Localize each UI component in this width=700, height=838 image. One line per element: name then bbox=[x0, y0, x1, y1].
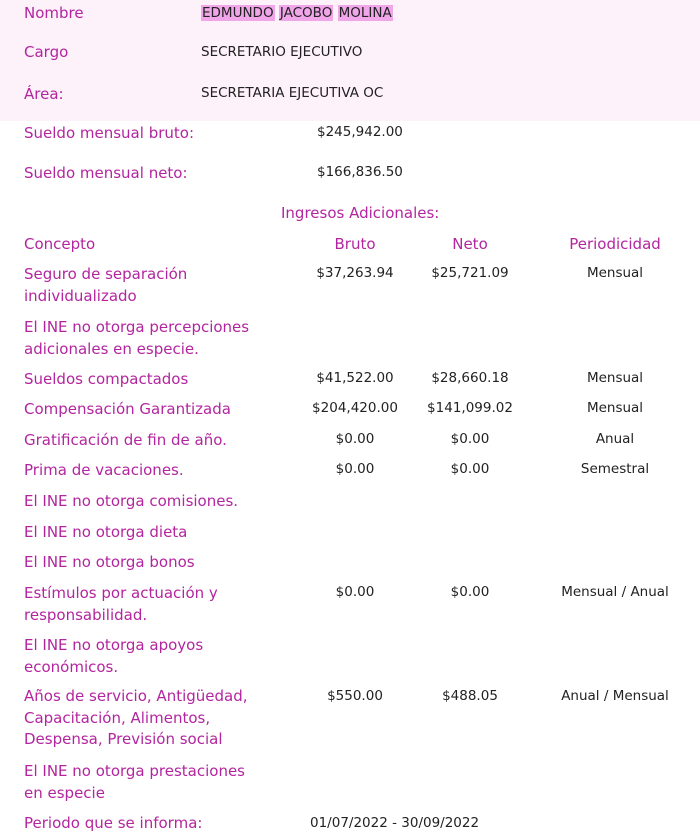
header-concepto: Concepto bbox=[24, 235, 96, 253]
row-neto: $0.00 bbox=[450, 431, 490, 447]
row-neto: $0.00 bbox=[450, 584, 490, 600]
nombre-part: JACOBO bbox=[279, 5, 333, 21]
row-bruto: $0.00 bbox=[335, 461, 375, 477]
row-periodicidad: Semestral bbox=[580, 461, 650, 477]
sueldo-bruto-label: Sueldo mensual bruto: bbox=[24, 124, 194, 142]
row-bruto: $550.00 bbox=[327, 688, 383, 704]
header-bruto: Bruto bbox=[334, 235, 376, 253]
row-concepto: El INE no otorga percepciones adicionales en especie. bbox=[24, 318, 250, 358]
row-concepto: El INE no otorga bonos bbox=[24, 553, 195, 571]
row-bruto: $0.00 bbox=[335, 431, 375, 447]
sueldo-bruto-value: $245,942.00 bbox=[317, 124, 403, 140]
row-neto: $141,099.02 bbox=[427, 400, 513, 416]
ingresos-adicionales-title: Ingresos Adicionales: bbox=[281, 204, 440, 222]
row-bruto: $37,263.94 bbox=[316, 265, 394, 281]
nombre-value bbox=[201, 3, 393, 23]
sueldo-neto-value: $166,836.50 bbox=[317, 164, 403, 180]
row-concepto: El INE no otorga prestaciones en especie bbox=[24, 762, 245, 802]
row-neto: $28,660.18 bbox=[431, 370, 509, 386]
row-concepto: Compensación Garantizada bbox=[24, 400, 231, 418]
header-periodicidad: Periodicidad bbox=[569, 235, 661, 253]
row-concepto: Seguro de separación individualizado bbox=[24, 265, 188, 305]
nombre-part: MOLINA bbox=[338, 5, 392, 21]
row-neto: $25,721.09 bbox=[431, 265, 509, 281]
row-periodicidad: Mensual bbox=[586, 265, 644, 281]
row-bruto: $41,522.00 bbox=[316, 370, 394, 386]
periodo-value: 01/07/2022 - 30/09/2022 bbox=[310, 815, 480, 831]
periodo-label: Periodo que se informa: bbox=[24, 814, 203, 832]
sueldo-neto-label: Sueldo mensual neto: bbox=[24, 164, 188, 182]
row-periodicidad: Anual / Mensual bbox=[561, 688, 669, 704]
row-concepto: Prima de vacaciones. bbox=[24, 461, 184, 479]
area-value: SECRETARIA EJECUTIVA OC bbox=[201, 85, 384, 101]
cargo-value: SECRETARIO EJECUTIVO bbox=[201, 44, 363, 60]
row-concepto: Sueldos compactados bbox=[24, 370, 189, 388]
row-neto: $0.00 bbox=[450, 461, 490, 477]
row-concepto: El INE no otorga dieta bbox=[24, 523, 188, 541]
row-concepto: Gratificación de fin de año. bbox=[24, 431, 227, 449]
row-concepto: El INE no otorga apoyos económicos. bbox=[24, 636, 204, 676]
nombre-part: EDMUNDO bbox=[202, 5, 274, 21]
row-bruto: $0.00 bbox=[335, 584, 375, 600]
row-concepto: Años de servicio, Antigüedad, Capacitación, Alimentos, Despensa, Previsión social bbox=[24, 687, 248, 748]
row-periodicidad: Mensual / Anual bbox=[561, 584, 669, 600]
row-periodicidad: Anual bbox=[595, 431, 635, 447]
row-concepto: Estímulos por actuación y responsabilidad. bbox=[24, 584, 218, 624]
row-concepto: El INE no otorga comisiones. bbox=[24, 492, 239, 510]
nombre-label: Nombre bbox=[24, 4, 84, 22]
area-label: Área: bbox=[24, 85, 64, 103]
cargo-label: Cargo bbox=[24, 43, 69, 61]
row-neto: $488.05 bbox=[442, 688, 498, 704]
row-bruto: $204,420.00 bbox=[312, 400, 398, 416]
row-periodicidad: Mensual bbox=[586, 400, 644, 416]
header-neto: Neto bbox=[452, 235, 488, 253]
row-periodicidad: Mensual bbox=[586, 370, 644, 386]
